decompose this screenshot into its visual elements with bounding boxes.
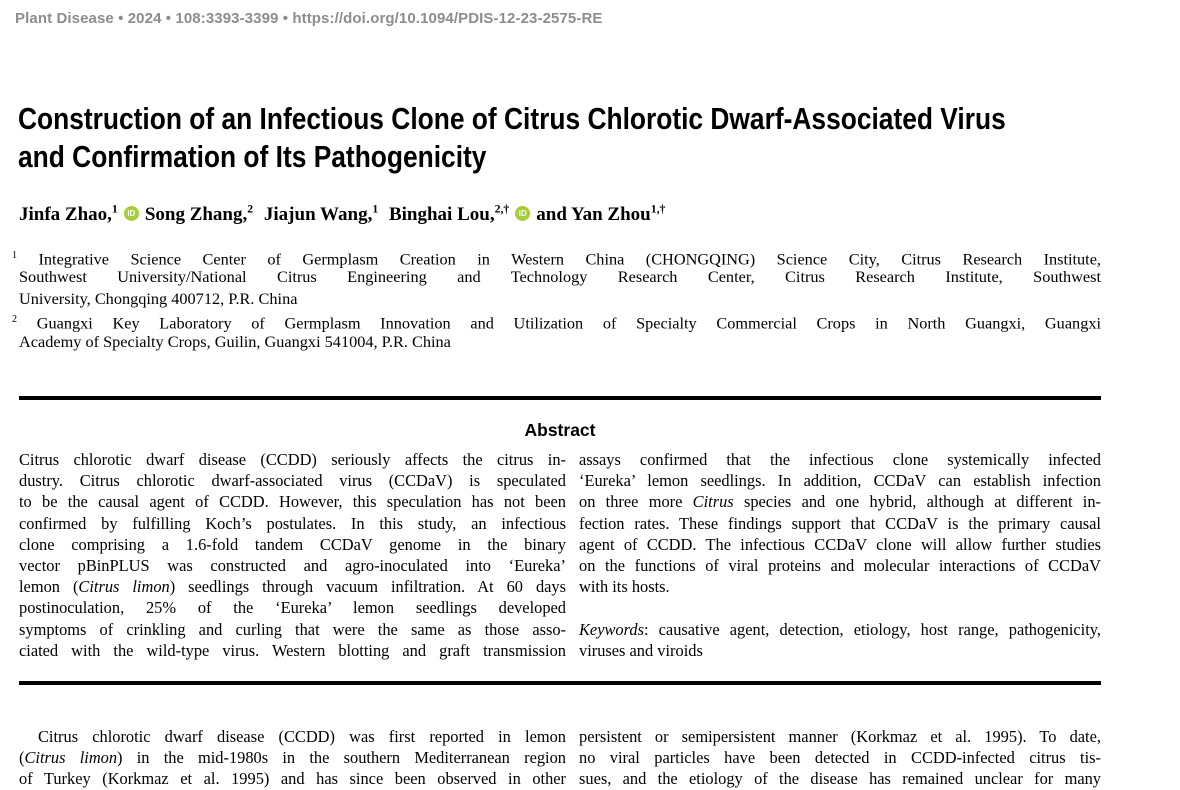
orcid-icon[interactable]: iD bbox=[515, 206, 530, 221]
abstract-section bbox=[19, 449, 1101, 661]
affiliations bbox=[12, 245, 1101, 352]
section-divider-top bbox=[19, 396, 1101, 400]
author-name: Binghai Lou,$^{2,\dagger}$ bbox=[388, 203, 510, 226]
keywords-line: viruses and viroids bbox=[579, 640, 703, 660]
text-line: assays confirmed that the infectious clone systemically infected bbox=[579, 450, 1101, 469]
text-line: postinoculation, 25% of the ‘Eureka’ lemon seedlings developed bbox=[19, 598, 566, 618]
text-line: (Citrus limon) in the mid-1980s in the southern Mediterranean region bbox=[19, 748, 566, 768]
text-line: fection rates. These findings support that CCDaV is the primary causal bbox=[579, 513, 1101, 533]
intro-left-column bbox=[19, 726, 566, 790]
abstract-heading: Abstract bbox=[524, 420, 596, 440]
text-line: ‘Eureka’ lemon seedlings. In addition, CCDaV can establish infection bbox=[579, 471, 1101, 491]
introduction-section bbox=[19, 726, 1101, 790]
text-line: no viral particles have been detected in CCDD-infected citrus tis- bbox=[579, 748, 1101, 768]
text-line: Citrus chlorotic dwarf disease (CCDD) seriously affects the citrus in- bbox=[19, 450, 566, 469]
text-line: symptoms of crinkling and curling that were the same as those asso- bbox=[19, 619, 566, 639]
orcid-icon[interactable]: iD bbox=[124, 206, 139, 221]
author-list bbox=[19, 203, 1119, 226]
text-line: with its hosts. bbox=[579, 577, 670, 597]
author-name: Jinfa Zhao,$^1$ bbox=[19, 203, 118, 226]
article-title-line-2: and Confirmation of Its Pathogenicity bbox=[18, 139, 487, 174]
journal-citation-line bbox=[15, 10, 1115, 27]
abstract-left-column bbox=[19, 449, 566, 661]
text-line: persistent or semipersistent manner (Korkmaz et al. 1995). To date, bbox=[579, 727, 1101, 746]
affiliation-line: $^2$ Guangxi Key Laboratory of Germplasm Innovation and Utilization of Specialty Commercial Crops in North Guangxi, Guangxi bbox=[12, 313, 1101, 333]
author-name: Song Zhang,$^2$ bbox=[144, 203, 254, 226]
author-name: and Yan Zhou$^{1,\dagger}$ bbox=[536, 203, 666, 226]
section-divider-bottom bbox=[19, 681, 1101, 685]
affiliation-line: Academy of Specialty Crops, Guilin, Guangxi 541004, P.R. China bbox=[19, 331, 451, 351]
text-line: on the functions of viral proteins and molecular interactions of CCDaV bbox=[579, 555, 1101, 575]
affiliation-line: University, Chongqing 400712, P.R. China bbox=[19, 288, 298, 308]
blank-line bbox=[579, 597, 1101, 618]
text-line: ciated with the wild-type virus. Western blotting and graft transmission bbox=[19, 640, 566, 660]
text-line: agent of CCDD. The infectious CCDaV clone will allow further studies bbox=[579, 534, 1101, 554]
text-line: vector pBinPLUS was constructed and agro-inoculated into ‘Eureka’ bbox=[19, 555, 566, 575]
doi-link[interactable]: https://doi.org/10.1094/PDIS-12-23-2575-RE bbox=[292, 10, 603, 27]
affiliation-line: $^1$ Integrative Science Center of Germplasm Creation in Western China (CHONGQING) Science City, Citrus Research Institute, bbox=[12, 249, 1101, 269]
text-line: on three more Citrus species and one hybrid, although at different in- bbox=[579, 492, 1101, 512]
affiliation-line: Southwest University/National Citrus Engineering and Technology Research Center, Citrus Research Institute, Southwest bbox=[19, 267, 1101, 287]
keywords-line: Keywords: causative agent, detection, etiology, host range, pathogenicity, bbox=[579, 619, 1101, 639]
author-name: Jiajun Wang,$^1$ bbox=[263, 203, 379, 226]
abstract-right-column bbox=[579, 449, 1101, 661]
text-line: lemon (Citrus limon) seedlings through vacuum infiltration. At 60 days bbox=[19, 577, 566, 597]
text-line: sues, and the etiology of the disease has remained unclear for many bbox=[579, 769, 1101, 789]
text-line: of Turkey (Korkmaz et al. 1995) and has since been observed in other bbox=[19, 769, 566, 789]
journal-citation-text: Plant Disease • 2024 • 108:3393-3399 • bbox=[15, 10, 293, 27]
article-title bbox=[18, 100, 1158, 176]
text-line: confirmed by fulfilling Koch’s postulates. In this study, an infectious bbox=[19, 513, 566, 533]
intro-right-column bbox=[579, 726, 1101, 790]
text-line: clone comprising a 1.6-fold tandem CCDaV genome in the binary bbox=[19, 534, 566, 554]
article-title-line-1: Construction of an Infectious Clone of Citrus Chlorotic Dwarf-Associated Virus bbox=[18, 101, 1006, 136]
text-line: dustry. Citrus chlorotic dwarf-associated virus (CCDaV) is speculated bbox=[19, 471, 566, 491]
text-line: Citrus chlorotic dwarf disease (CCDD) was first reported in lemon bbox=[38, 727, 566, 746]
text-line: to be the causal agent of CCDD. However, this speculation has not been bbox=[19, 492, 566, 512]
